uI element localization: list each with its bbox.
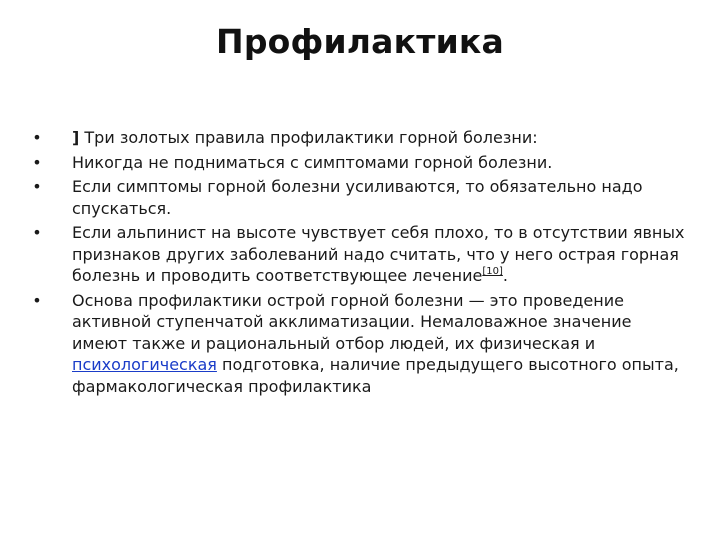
list-item-text: Никогда не подниматься с симптомами горной болезни. [72, 152, 553, 172]
list-item [30, 127, 690, 149]
list-item [30, 290, 690, 398]
reference-superscript [482, 266, 503, 277]
list-item-text: Если альпинист на высоте чувствует себя плохо, то в отсутствии явных признаков других заболеваний надо считать, что у него острая горная болезнь и проводить соответствующее лечение [72, 223, 685, 285]
list-item-tail: . [502, 266, 508, 285]
psychological-link[interactable]: психологическая [72, 355, 217, 374]
bullet-list [30, 127, 690, 400]
list-item [30, 222, 690, 287]
list-item [30, 176, 690, 219]
bullet-icon: • [32, 152, 42, 172]
bullet-icon: • [32, 223, 42, 242]
bullet-icon: • [32, 177, 42, 196]
slide-title: Профилактика [216, 22, 504, 61]
list-item [30, 152, 690, 174]
list-item-text: Если симптомы горной болезни усиливаются, то обязательно надо спускаться. [72, 177, 643, 218]
bullet-icon: • [32, 128, 42, 147]
list-item-text: Три золотых правила профилактики горной болезни: [79, 128, 538, 147]
list-item-text-after: подготовка, наличие предыдущего высотного опыта, фармакологическая профилактика [72, 355, 679, 396]
reference-link[interactable]: [10] [482, 266, 503, 277]
bracket-glyph: ] [72, 128, 80, 147]
list-item-text: Основа профилактики острой горной болезни — это проведение активной ступенчатой акклиматизации. Немаловажное значение имеют также и рациональный отбор людей, их физическая и [72, 290, 632, 353]
bullet-icon: • [32, 290, 42, 310]
